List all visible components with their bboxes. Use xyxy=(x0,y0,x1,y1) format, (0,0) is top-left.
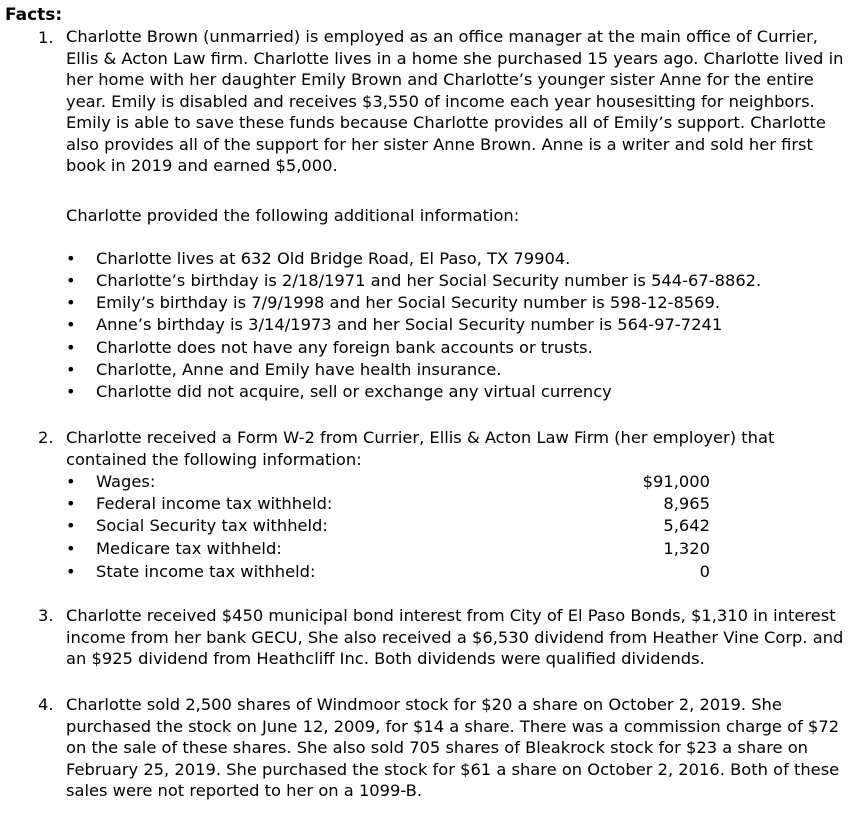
bullet-item: • Charlotte lives at 632 Old Bridge Road, El Paso, TX 79904. xyxy=(66,249,571,268)
w2-amount: 8,965 xyxy=(663,494,710,513)
item-number: 4. xyxy=(38,695,54,714)
item-4-text: Charlotte sold 2,500 shares of Windmoor stock for $20 a share on October 2, 2019. She purchased the stock on June 12, 2009, for $14 a share. There was a commission charge of $72 on the sale of these shares. She also sold 705 shares of Bleakrock stock for $23 a share on February 25, 2019. She purchased the stock for $61 a share on October 2, 2016. Both of these sales were not reported to her on a 1099-B. xyxy=(66,695,840,800)
bullet-icon: • xyxy=(66,472,76,491)
bullet-icon: • xyxy=(66,516,76,535)
bullet-icon: • xyxy=(66,249,76,268)
w2-row: • Federal income tax withheld: xyxy=(66,494,333,513)
item-1-subtext: Charlotte provided the following additional information: xyxy=(66,206,520,225)
item-number: 3. xyxy=(38,606,54,625)
bullet-item: • Charlotte did not acquire, sell or exchange any virtual currency xyxy=(66,382,612,401)
bullet-icon: • xyxy=(66,494,76,513)
item-3-text: Charlotte received $450 municipal bond interest from City of El Paso Bonds, $1,310 in interest income from her bank GECU, She also received a $6,530 dividend from Heather Vine Corp. and an $925 dividend from Heathcliff Inc. Both dividends were qualified dividends. xyxy=(66,606,844,668)
item-2-text: Charlotte received a Form W-2 from Currier, Ellis & Acton Law Firm (her employer) that contained the following information: xyxy=(66,428,775,469)
w2-amount: 1,320 xyxy=(663,539,710,558)
facts-heading: Facts: xyxy=(5,5,63,25)
bullet-icon: • xyxy=(66,360,76,379)
item-number: 1. xyxy=(38,28,54,47)
bullet-icon: • xyxy=(66,562,76,581)
w2-row: • Medicare tax withheld: xyxy=(66,539,282,558)
bullet-item: • Charlotte, Anne and Emily have health insurance. xyxy=(66,360,502,379)
bullet-icon: • xyxy=(66,271,76,290)
bullet-item: • Charlotte does not have any foreign bank accounts or trusts. xyxy=(66,338,593,357)
w2-amount: 0 xyxy=(699,562,710,581)
bullet-icon: • xyxy=(66,293,76,312)
bullet-icon: • xyxy=(66,382,76,401)
bullet-item: • Emily’s birthday is 7/9/1998 and her Social Security number is 598-12-8569. xyxy=(66,293,721,312)
bullet-item: • Charlotte’s birthday is 2/18/1971 and her Social Security number is 544-67-8862. xyxy=(66,271,762,290)
bullet-icon: • xyxy=(66,539,76,558)
bullet-icon: • xyxy=(66,338,76,357)
w2-row: • State income tax withheld: xyxy=(66,562,316,581)
bullet-item: • Anne’s birthday is 3/14/1973 and her Social Security number is 564-97-7241 xyxy=(66,315,723,334)
item-number: 2. xyxy=(38,428,54,447)
bullet-icon: • xyxy=(66,315,76,334)
w2-row: • Social Security tax withheld: xyxy=(66,516,328,535)
w2-amount: $91,000 xyxy=(642,472,710,491)
item-1-text: Charlotte Brown (unmarried) is employed as an office manager at the main office of Currier, Ellis & Acton Law firm. Charlotte lives in a home she purchased 15 years ago. Charlotte lived in her home with her daughter Emily Brown and Charlotte’s younger sister Anne for the entire year. Emily is disabled and receives $3,550 of income each year housesitting for neighbors. Emily is able to save these funds because Charlotte provides all of Emily’s support. Charlotte also provides all of the support for her sister Anne Brown. Anne is a writer and sold her first book in 2019 and earned $5,000. xyxy=(66,27,844,175)
w2-amount: 5,642 xyxy=(663,516,710,535)
w2-row: • Wages: xyxy=(66,472,156,491)
